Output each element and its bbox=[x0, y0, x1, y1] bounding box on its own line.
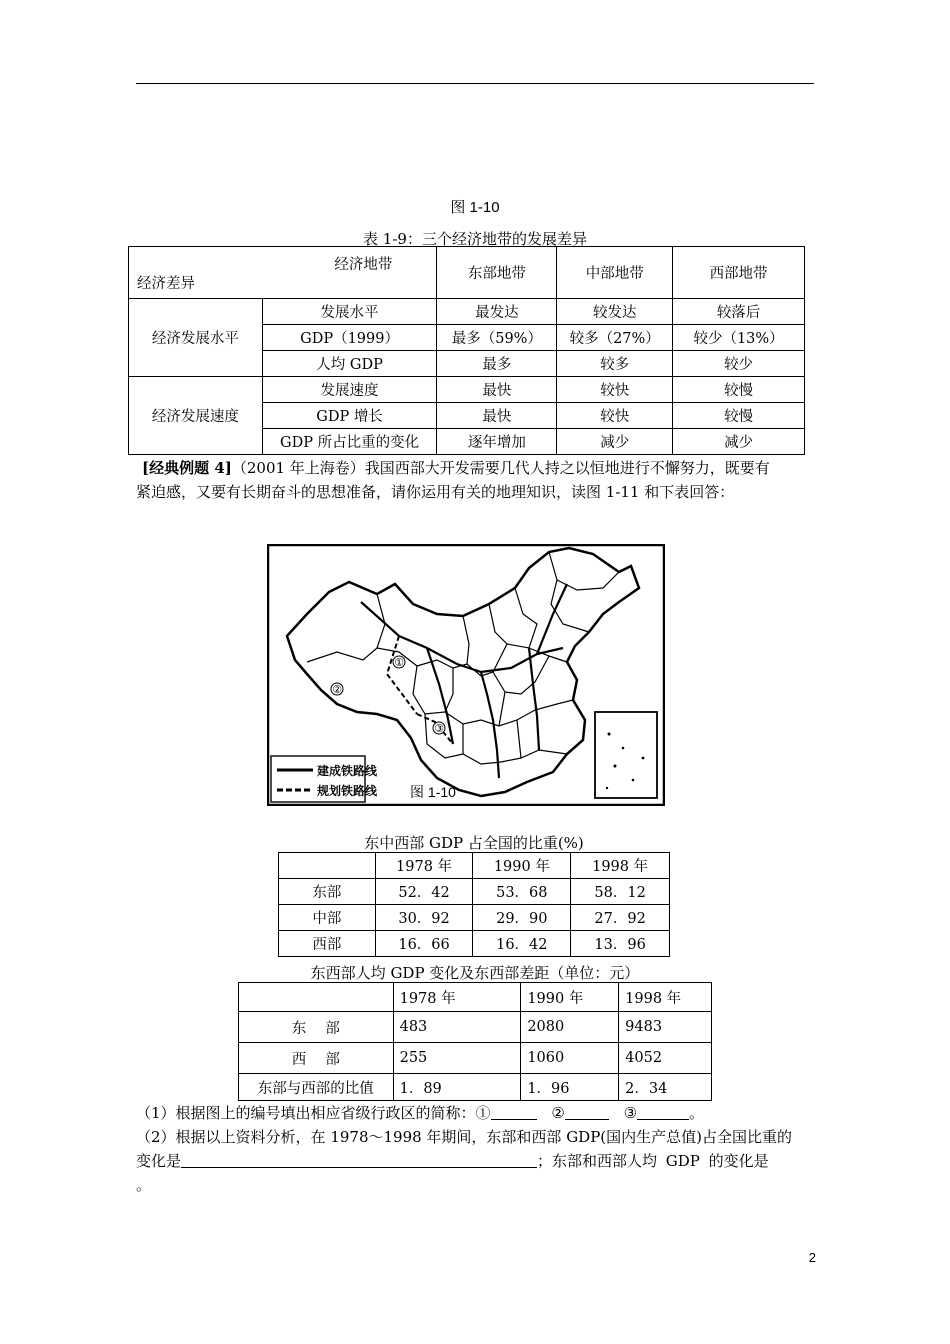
questions bbox=[136, 1101, 816, 1197]
table-cell: 最多（59%） bbox=[437, 325, 557, 351]
marker-1: ① bbox=[394, 656, 404, 669]
row-label: 人均 GDP bbox=[262, 351, 437, 377]
gdp-share-caption: 东中西部 GDP 占全国的比重(%) bbox=[364, 834, 584, 852]
table-1-9 bbox=[128, 246, 805, 455]
map-caption: 图 1-10 bbox=[410, 784, 456, 800]
answer-blank-4[interactable] bbox=[181, 1151, 537, 1168]
map-image bbox=[267, 544, 665, 806]
answer-blank-2[interactable] bbox=[565, 1103, 609, 1120]
col-header: 1998 年 bbox=[571, 853, 670, 879]
col-header: 中部地带 bbox=[557, 247, 673, 299]
table-cell: 较少 bbox=[673, 351, 805, 377]
table-corner-cell bbox=[129, 247, 437, 299]
table-cell: 58．12 bbox=[571, 879, 670, 905]
table-cell: 483 bbox=[393, 1012, 521, 1043]
q1-prefix: （1）根据图上的编号填出相应省级行政区的简称：① bbox=[136, 1104, 491, 1122]
q1-marker-3: ③ bbox=[623, 1104, 638, 1122]
col-header: 1990 年 bbox=[473, 853, 571, 879]
row-label: GDP 增长 bbox=[262, 403, 437, 429]
table-cell: 较慢 bbox=[673, 377, 805, 403]
row-label: 西 部 bbox=[239, 1043, 394, 1074]
example-text-1: （2001 年上海卷）我国西部大开发需要几代人持之以恒地进行不懈努力，既要有 bbox=[231, 459, 770, 477]
col-header: 1978 年 bbox=[393, 983, 521, 1012]
table-cell: 较落后 bbox=[673, 299, 805, 325]
row-label: GDP 所占比重的变化 bbox=[262, 429, 437, 455]
group-header: 经济发展速度 bbox=[129, 377, 263, 455]
legend-built-label: 建成铁路线 bbox=[317, 764, 378, 778]
table-cell: 27．92 bbox=[571, 905, 670, 931]
col-header: 1998 年 bbox=[619, 983, 712, 1012]
col-header: 东部地带 bbox=[437, 247, 557, 299]
corner-top-label: 经济地带 bbox=[334, 257, 393, 273]
table-cell: 1060 bbox=[521, 1043, 619, 1074]
table-cell: 减少 bbox=[557, 429, 673, 455]
table-cell bbox=[279, 853, 376, 879]
answer-blank-1[interactable] bbox=[491, 1103, 537, 1120]
col-header: 1978 年 bbox=[375, 853, 473, 879]
question-2-line-1: （2）根据以上资料分析，在 1978～1998 年期间，东部和西部 GDP(国内生产总值)占全国比重的 bbox=[136, 1128, 793, 1146]
table-cell: 2080 bbox=[521, 1012, 619, 1043]
table-cell: 1．89 bbox=[393, 1074, 521, 1101]
marker-2: ② bbox=[332, 683, 342, 696]
marker-3: ③ bbox=[434, 722, 444, 735]
table-cell: 最快 bbox=[437, 377, 557, 403]
table-cell: 较发达 bbox=[557, 299, 673, 325]
per-capita-caption: 东西部人均 GDP 变化及东西部差距（单位：元） bbox=[310, 964, 640, 982]
header-rule bbox=[136, 83, 814, 84]
table-cell: 13．96 bbox=[571, 931, 670, 957]
row-label: GDP（1999） bbox=[262, 325, 437, 351]
table-cell: 较快 bbox=[557, 403, 673, 429]
table-cell: 较多 bbox=[557, 351, 673, 377]
example-text-2: 紧迫感，又要有长期奋斗的思想准备，请你运用有关的地理知识，读图 1-11 和下表回答： bbox=[136, 483, 735, 501]
page-number: 2 bbox=[808, 1250, 816, 1265]
q2-prefix: 变化是 bbox=[136, 1152, 182, 1170]
row-label: 东 部 bbox=[239, 1012, 394, 1043]
group-header: 经济发展水平 bbox=[129, 299, 263, 377]
row-label: 发展水平 bbox=[262, 299, 437, 325]
row-label: 东部与西部的比值 bbox=[239, 1074, 394, 1101]
row-label: 西部 bbox=[279, 931, 376, 957]
table-cell: 逐年增加 bbox=[437, 429, 557, 455]
corner-bottom-label: 经济差异 bbox=[137, 276, 195, 292]
table-cell: 52．42 bbox=[375, 879, 473, 905]
row-label: 东部 bbox=[279, 879, 376, 905]
table-cell: 较多（27%） bbox=[557, 325, 673, 351]
q2-end: 。 bbox=[136, 1176, 152, 1194]
table-1-9-caption: 表 1-9：三个经济地带的发展差异 bbox=[363, 230, 587, 248]
col-header: 西部地带 bbox=[673, 247, 805, 299]
table-cell: 最快 bbox=[437, 403, 557, 429]
example-label: [经典例题 4] bbox=[142, 459, 232, 477]
q1-marker-2: ② bbox=[551, 1104, 565, 1122]
table-cell: 较慢 bbox=[673, 403, 805, 429]
table-cell: 最多 bbox=[437, 351, 557, 377]
table-cell: 2．34 bbox=[619, 1074, 712, 1101]
question-2-line-2 bbox=[136, 1149, 816, 1173]
table-cell bbox=[239, 983, 394, 1012]
table-cell: 30．92 bbox=[375, 905, 473, 931]
table-cell: 9483 bbox=[619, 1012, 712, 1043]
china-railway-map bbox=[267, 544, 665, 806]
table-cell: 255 bbox=[393, 1043, 521, 1074]
south-china-sea-inset bbox=[595, 712, 657, 798]
table-cell: 4052 bbox=[619, 1043, 712, 1074]
table-cell: 较快 bbox=[557, 377, 673, 403]
table-cell: 1．96 bbox=[521, 1074, 619, 1101]
example-paragraph bbox=[136, 456, 816, 504]
table-cell: 16．42 bbox=[473, 931, 571, 957]
figure-caption-top: 图 1-10 bbox=[450, 199, 500, 216]
row-label: 中部 bbox=[279, 905, 376, 931]
table-cell: 减少 bbox=[673, 429, 805, 455]
table-cell: 29．90 bbox=[473, 905, 571, 931]
row-label: 发展速度 bbox=[262, 377, 437, 403]
q2-mid: ；东部和西部人均 GDP 的变化是 bbox=[537, 1152, 769, 1170]
table-cell: 16．66 bbox=[375, 931, 473, 957]
answer-blank-3[interactable] bbox=[637, 1103, 689, 1120]
table-cell: 最发达 bbox=[437, 299, 557, 325]
question-1 bbox=[136, 1101, 816, 1125]
gdp-share-table bbox=[278, 852, 670, 957]
table-cell: 较少（13%） bbox=[673, 325, 805, 351]
legend-planned-label: 规划铁路线 bbox=[317, 784, 378, 798]
per-capita-table bbox=[238, 982, 712, 1101]
table-cell: 53．68 bbox=[473, 879, 571, 905]
q1-end: 。 bbox=[689, 1104, 705, 1122]
col-header: 1990 年 bbox=[521, 983, 619, 1012]
